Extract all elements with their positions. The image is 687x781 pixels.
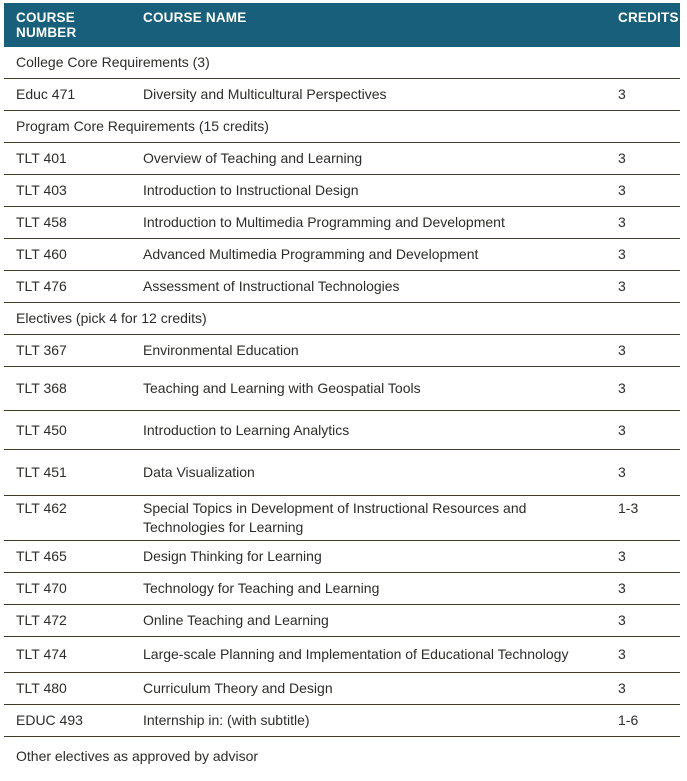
course-name-cell: Online Teaching and Learning (143, 612, 329, 628)
table-body (4, 47, 680, 781)
course-name-cell: Teaching and Learning with Geospatial Tools (143, 380, 421, 396)
course-number-cell: TLT 470 (16, 580, 67, 596)
section-row (4, 47, 680, 79)
course-name-cell: Introduction to Instructional Design (143, 182, 359, 198)
course-number-cell: TLT 465 (16, 548, 67, 564)
section-label: Other electives as approved by advisor (16, 748, 259, 764)
course-credits-cell: 3 (618, 580, 626, 596)
section-row (4, 737, 680, 781)
course-number-cell: TLT 462 (16, 500, 67, 516)
section-label: College Core Requirements (3) (16, 54, 210, 70)
table-header-row (4, 3, 680, 47)
table-row (4, 637, 680, 673)
course-number-cell: TLT 451 (16, 464, 67, 480)
course-name-cell: Data Visualization (143, 464, 255, 480)
course-credits-cell: 3 (618, 278, 626, 294)
table-row (4, 271, 680, 303)
course-credits-cell: 3 (618, 246, 626, 262)
course-number-cell: EDUC 493 (16, 712, 83, 728)
course-number-cell: TLT 450 (16, 422, 67, 438)
course-name-cell: Introduction to Multimedia Programming and Development (143, 214, 505, 230)
course-requirements-table (4, 3, 680, 781)
course-number-cell: TLT 460 (16, 246, 67, 262)
table-row (4, 207, 680, 239)
course-credits-cell: 3 (618, 646, 626, 662)
course-name-cell: Environmental Education (143, 342, 299, 358)
table-row (4, 450, 680, 496)
course-name-cell: Curriculum Theory and Design (143, 680, 333, 696)
course-name-cell: Introduction to Learning Analytics (143, 422, 350, 438)
course-credits-cell: 3 (618, 150, 626, 166)
table-row (4, 496, 680, 541)
course-credits-cell: 3 (618, 464, 626, 480)
column-header-credits: CREDITS (613, 3, 680, 47)
course-credits-cell: 1-6 (618, 712, 639, 728)
table-row (4, 673, 680, 705)
course-name-cell: Large-scale Planning and Implementation of Educational Technology (143, 646, 569, 662)
table-row (4, 239, 680, 271)
course-number-cell: TLT 474 (16, 646, 67, 662)
table-row (4, 175, 680, 207)
course-name-cell: Technology for Teaching and Learning (143, 580, 380, 596)
course-credits-cell: 3 (618, 182, 626, 198)
course-number-cell: TLT 401 (16, 150, 67, 166)
table-row (4, 573, 680, 605)
section-label: Electives (pick 4 for 12 credits) (16, 310, 207, 326)
course-number-cell: TLT 367 (16, 342, 67, 358)
course-number-cell: TLT 403 (16, 182, 67, 198)
course-number-cell: TLT 476 (16, 278, 67, 294)
course-number-cell: TLT 458 (16, 214, 67, 230)
course-name-cell: Assessment of Instructional Technologies (143, 278, 400, 294)
course-name-cell: Special Topics in Development of Instructional Resources and Technologies for Learning (143, 500, 527, 535)
column-header-course-number: COURSE NUMBER (4, 3, 143, 47)
course-credits-cell: 3 (618, 342, 626, 358)
table-row (4, 411, 680, 450)
course-number-cell: TLT 472 (16, 612, 67, 628)
course-name-cell: Diversity and Multicultural Perspectives (143, 86, 387, 102)
table-row (4, 335, 680, 367)
table-row (4, 705, 680, 737)
course-name-cell: Internship in: (with subtitle) (143, 712, 310, 728)
table-row (4, 79, 680, 111)
table-row (4, 541, 680, 573)
section-row (4, 111, 680, 143)
course-number-cell: Educ 471 (16, 86, 76, 102)
course-credits-cell: 3 (618, 548, 626, 564)
section-label: Program Core Requirements (15 credits) (16, 118, 269, 134)
course-credits-cell: 3 (618, 214, 626, 230)
column-header-course-name: COURSE NAME (143, 3, 613, 47)
section-row (4, 303, 680, 335)
course-credits-cell: 3 (618, 422, 626, 438)
table-row (4, 143, 680, 175)
course-credits-cell: 1-3 (618, 500, 639, 516)
course-credits-cell: 3 (618, 380, 626, 396)
course-name-cell: Overview of Teaching and Learning (143, 150, 363, 166)
table-header (4, 3, 680, 47)
course-credits-cell: 3 (618, 612, 626, 628)
table-row (4, 605, 680, 637)
course-number-cell: TLT 480 (16, 680, 67, 696)
course-name-cell: Advanced Multimedia Programming and Development (143, 246, 479, 262)
table-row (4, 367, 680, 411)
course-number-cell: TLT 368 (16, 380, 67, 396)
course-name-cell: Design Thinking for Learning (143, 548, 322, 564)
course-credits-cell: 3 (618, 86, 626, 102)
course-credits-cell: 3 (618, 680, 626, 696)
